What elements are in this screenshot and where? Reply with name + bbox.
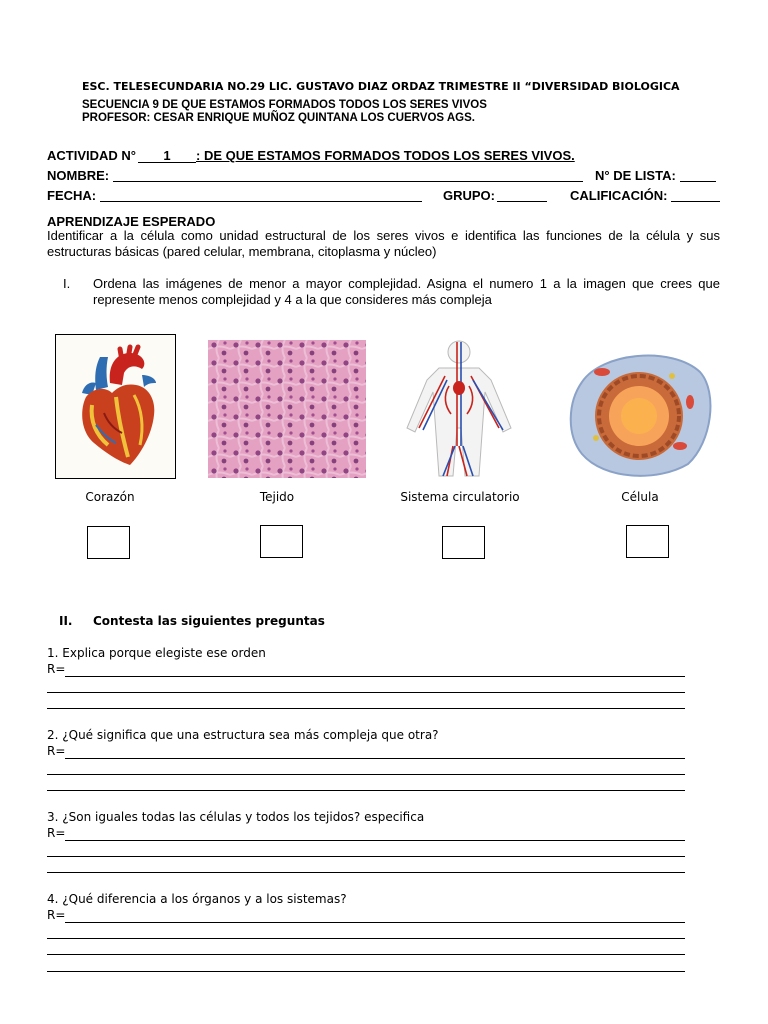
learning-line-1: Identificar a la célula como unidad estructural de los seres vivos e identifica las funciones de la célula y sus <box>47 228 720 243</box>
section-1-numeral: I. <box>63 276 71 291</box>
activity-number: 1 <box>163 148 171 163</box>
heart-icon <box>56 335 175 478</box>
order-box-cell[interactable] <box>626 525 669 558</box>
teacher-line: PROFESOR: CESAR ENRIQUE MUÑOZ QUINTANA LOS CUERVOS AGS. <box>82 112 475 124</box>
heart-image <box>55 334 176 479</box>
group-label: GRUPO: <box>443 188 495 203</box>
answer-label-4: R= <box>47 908 66 922</box>
answer-line[interactable] <box>47 692 685 693</box>
answer-label-2: R= <box>47 744 66 758</box>
answer-label-1: R= <box>47 662 66 676</box>
grade-label: CALIFICACIÓN: <box>570 188 668 203</box>
order-box-circulatory-system[interactable] <box>442 526 485 559</box>
question-4: 4. ¿Qué diferencia a los órganos y a los sistemas? <box>47 892 347 906</box>
date-label: FECHA: <box>47 188 97 203</box>
caption-tissue: Tejido <box>259 490 295 504</box>
question-2: 2. ¿Qué significa que una estructura sea más compleja que otra? <box>47 728 439 742</box>
question-3: 3. ¿Son iguales todas las células y todos los tejidos? especifica <box>47 810 425 824</box>
answer-line[interactable] <box>65 922 685 923</box>
sequence-line: SECUENCIA 9 DE QUE ESTAMOS FORMADOS TODOS LOS SERES VIVOS <box>82 99 487 111</box>
activity-number-underline <box>138 162 196 163</box>
answer-line[interactable] <box>47 708 685 709</box>
learning-line-2: estructuras básicas (pared celular, membrana, citoplasma y núcleo) <box>47 244 437 259</box>
answer-line[interactable] <box>65 676 685 677</box>
order-box-tissue[interactable] <box>260 525 303 558</box>
date-field[interactable] <box>100 201 422 202</box>
section-2-numeral: II. <box>59 614 73 628</box>
answer-line[interactable] <box>47 938 685 939</box>
caption-cell: Célula <box>621 490 659 504</box>
cell-image <box>562 342 716 482</box>
circulatory-system-image <box>393 336 525 480</box>
answer-line[interactable] <box>47 774 685 775</box>
section-1-line-1: Ordena las imágenes de menor a mayor complejidad. Asigna el numero 1 a la imagen que crees que <box>93 276 720 291</box>
section-1-text <box>93 276 720 292</box>
section-2-title: Contesta las siguientes preguntas <box>93 614 325 628</box>
learning-text <box>47 228 720 244</box>
list-number-label: N° DE LISTA: <box>595 168 676 183</box>
answer-line[interactable] <box>65 840 685 841</box>
grade-field[interactable] <box>671 201 720 202</box>
tissue-image <box>208 340 366 478</box>
list-number-field[interactable] <box>680 181 716 182</box>
order-box-heart[interactable] <box>87 526 130 559</box>
answer-line[interactable] <box>47 954 685 955</box>
section-1-line-2: represente menos complejidad y 4 a la que consideres más compleja <box>93 292 492 307</box>
answer-line[interactable] <box>47 790 685 791</box>
name-field[interactable] <box>113 181 583 182</box>
school-header: ESC. TELESECUNDARIA NO.29 LIC. GUSTAVO DIAZ ORDAZ TRIMESTRE II “DIVERSIDAD BIOLOGICA <box>82 80 680 93</box>
name-label: NOMBRE: <box>47 168 110 183</box>
answer-line[interactable] <box>65 758 685 759</box>
learning-heading: APRENDIZAJE ESPERADO <box>47 214 216 229</box>
caption-heart: Corazón <box>85 490 135 504</box>
activity-title: : DE QUE ESTAMOS FORMADOS TODOS LOS SERES VIVOS. <box>196 148 575 163</box>
answer-line[interactable] <box>47 856 685 857</box>
answer-line[interactable] <box>47 872 685 873</box>
tissue-icon <box>208 340 366 478</box>
circulatory-system-icon <box>393 336 525 480</box>
cell-icon <box>562 342 716 482</box>
answer-label-3: R= <box>47 826 66 840</box>
activity-label: ACTIVIDAD N° <box>47 148 136 163</box>
answer-line[interactable] <box>47 971 685 972</box>
group-field[interactable] <box>497 201 547 202</box>
caption-circulatory-system: Sistema circulatorio <box>400 490 520 504</box>
question-1: 1. Explica porque elegiste ese orden <box>47 646 266 660</box>
